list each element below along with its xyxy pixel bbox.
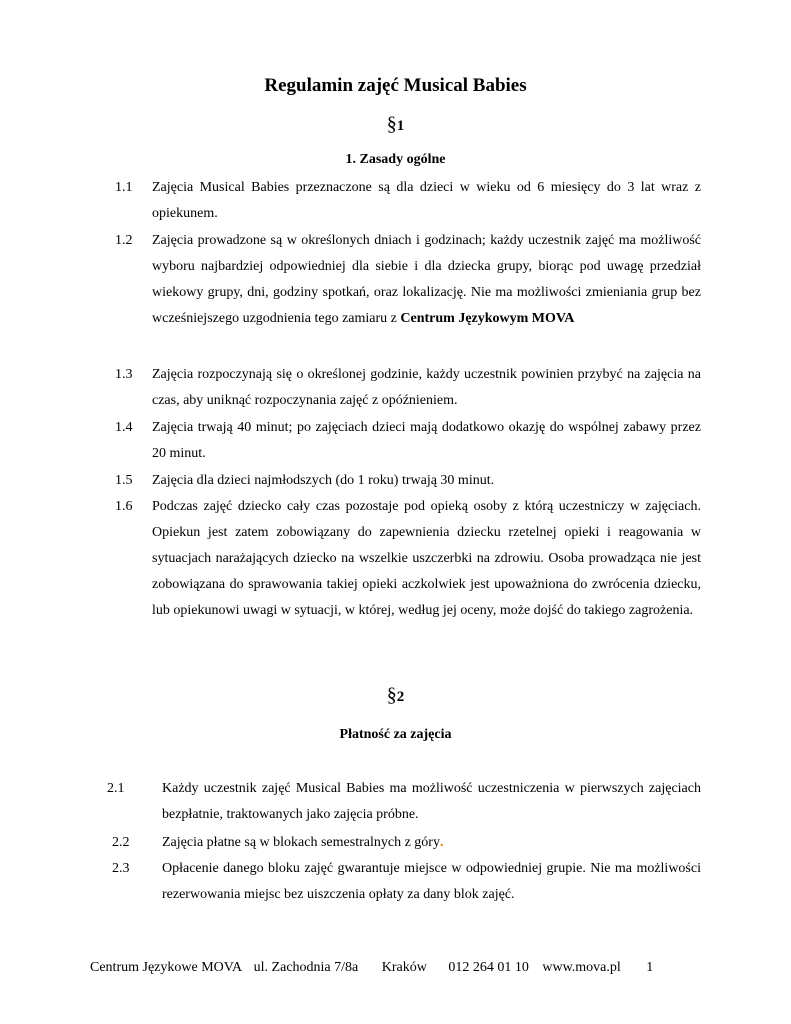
list-item [115,362,701,414]
footer-city: Kraków [381,960,427,975]
footer-web[interactable]: www.mova.pl [542,960,621,975]
list-item [115,468,701,494]
list-item [115,494,701,624]
page-number: 1 [646,960,654,975]
footer-address: ul. Zachodnia 7/8a [253,960,359,975]
section-symbol: § [386,113,397,135]
item-text: Opłacenie danego bloku zajęć gwarantuje miejsce w odpowiedniej grupie. Nie ma możliwości rezerwowania miejsc bez uiszczenia opłaty za dany blok zajęć. [162,861,701,902]
item-number: 1.1 [115,180,133,195]
section-1-mark [0,113,791,136]
item-text: Zajęcia trwają 40 minut; po zajęciach dzieci mają dodatkowo okazję do wspólnej zabawy przez 20 minut. [152,420,701,461]
item-text-body: Zajęcia płatne są w blokach semestralnych z góry [162,835,440,850]
section-symbol: § [386,684,397,706]
list-item [115,415,701,467]
section-2-mark [0,684,791,707]
item-number: 1.5 [115,473,133,488]
list-item [112,856,701,908]
section-number: 2 [396,689,405,705]
item-text: Zajęcia dla dzieci najmłodszych (do 1 roku) trwają 30 minut. [152,473,495,488]
document-title: Regulamin zajęć Musical Babies [264,75,527,96]
item-text-body: Zajęcia prowadzone są w określonych dniach i godzinach; każdy uczestnik zajęć ma możliwość wyboru najbardziej odpowiedniej dla siebie i dla dziecka grupy, biorąc pod uwagę przedział wiekowy grupy, dni, godziny spotkań, oraz lokalizację. Nie ma możliwości zmieniania grup bez wcześniejszego uzgodnienia tego zamiaru z [152,233,701,326]
page-footer [90,960,710,976]
item-number: 1.6 [115,499,133,514]
item-text-bold: Centrum Językowym MOVA [400,311,575,326]
item-text-accent: . [439,835,444,850]
item-number: 2.3 [112,861,130,876]
list-item [115,228,701,332]
item-number: 1.2 [115,233,133,248]
item-text: Zajęcia rozpoczynają się o określonej godzinie, każdy uczestnik powinien przybyć na zajęcia na czas, aby uniknąć rozpoczynania zajęć z opóźnieniem. [152,367,701,408]
section-2-heading: Płatność za zajęcia [339,727,452,742]
item-number: 1.4 [115,420,133,435]
item-number: 1.3 [115,367,133,382]
item-number: 2.1 [107,781,125,796]
section-number: 1 [396,118,405,134]
footer-phone: 012 264 01 10 [448,960,529,975]
footer-org: Centrum Językowe MOVA [90,960,243,975]
item-text [152,228,701,332]
item-text: Zajęcia Musical Babies przeznaczone są dla dzieci w wieku od 6 miesięcy do 3 lat wraz z opiekunem. [152,180,701,221]
list-item [115,175,701,227]
item-text [162,830,701,856]
section-1-heading: 1. Zasady ogólne [345,152,446,167]
list-item [112,830,701,856]
item-text: Podczas zajęć dziecko cały czas pozostaje pod opieką osoby z którą uczestniczy w zajęciach. Opiekun jest zatem zobowiązany do zapewnienia dziecku rzetelnej opieki i reagowania w sytuacjach narażających dziecko na wszelkie uszczerbki na zdrowiu. Osoba prowadząca nie jest zobowiązana do sprawowania takiej opieki aczkolwiek jest upoważniona do zwrócenia dziecku, lub opiekunowi uwagi w sytuacji, w której, według jej oceny, może dojść do takiego zagrożenia. [152,499,701,618]
list-item [107,776,701,828]
item-number: 2.2 [112,835,130,850]
item-text: Każdy uczestnik zajęć Musical Babies ma możliwość uczestniczenia w pierwszych zajęciach bezpłatnie, traktowanych jako zajęcia próbne. [162,781,701,822]
